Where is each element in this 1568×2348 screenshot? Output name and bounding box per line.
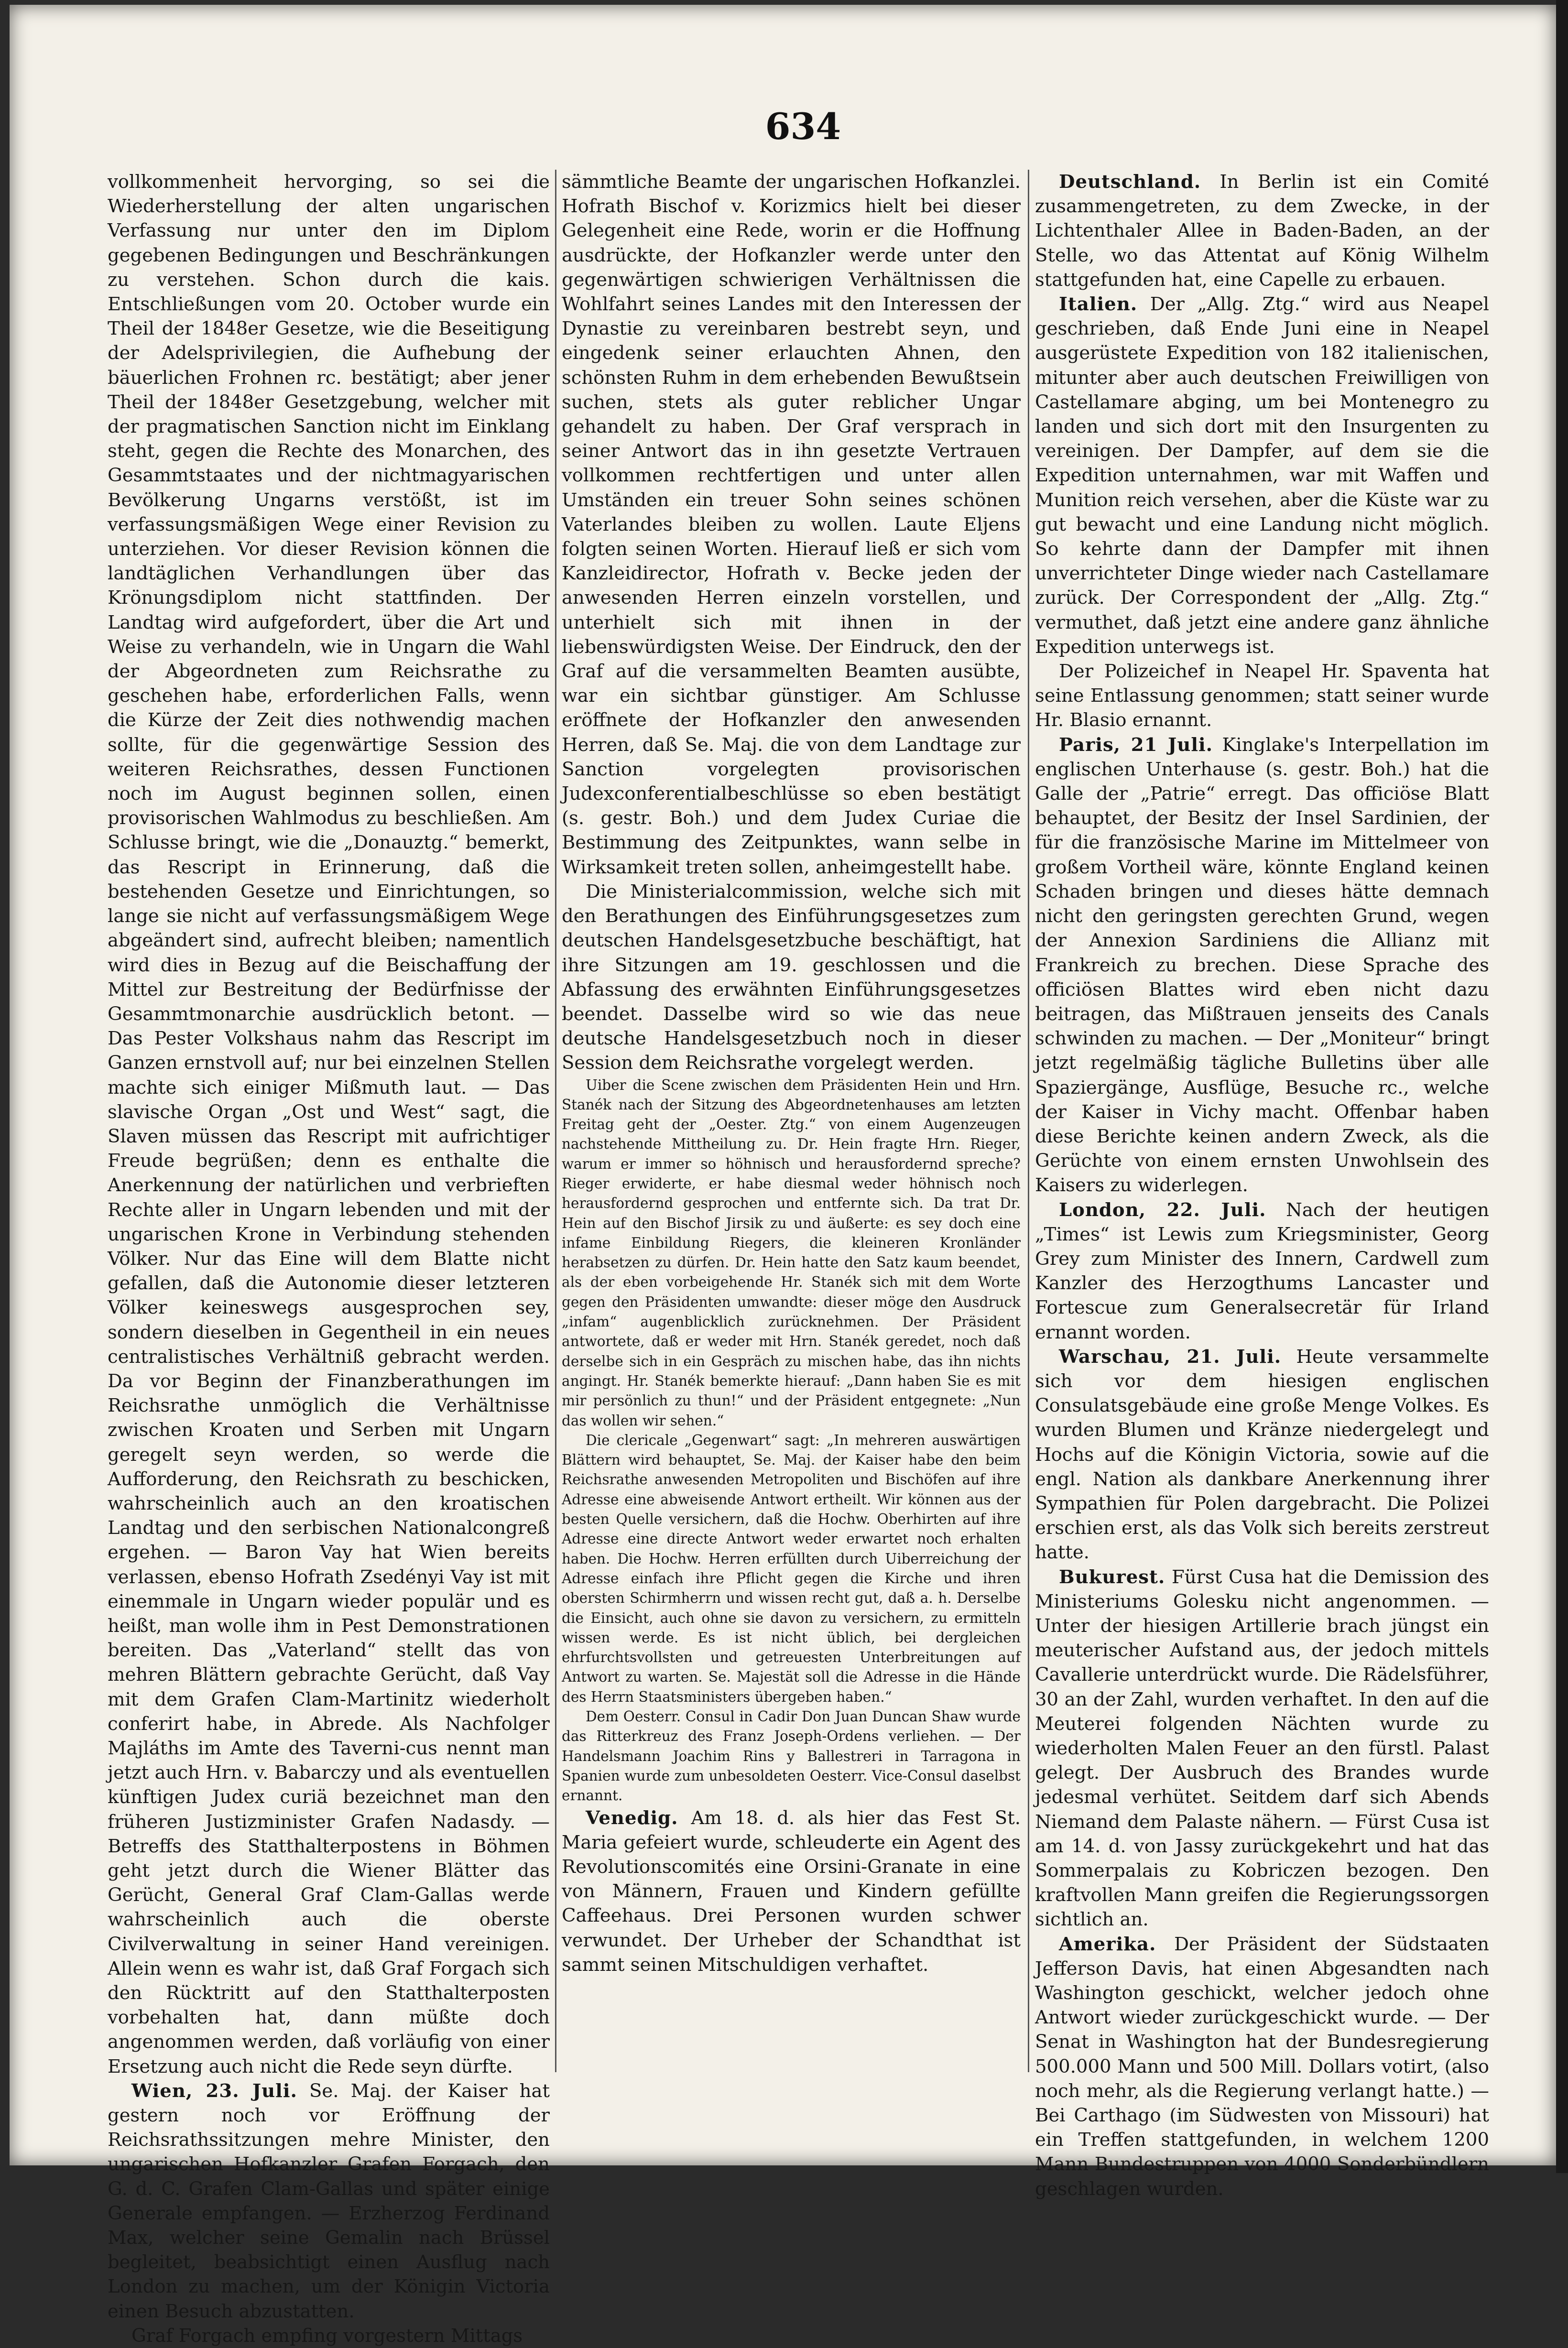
- article-bucharest: [1035, 1565, 1489, 1932]
- dateline: Deutschland.: [1059, 171, 1201, 193]
- article-text: Fürst Cusa hat die Demission des Ministeriums Golesku nicht angenommen. — Unter der hiesigen Artillerie brach jüngst ein meuterischer Aufstand aus, der jedoch mittels Cavallerie unterdrückt wurde. Die Rädelsführer, 30 an der Zahl, wurden verhaftet. In den auf die Meuterei folgenden Nächten wurde zu wiederholten Malen Feuer an den fürstl. Palast gelegt. Der Ausbruch des Brandes wurde jedesmal verhütet. Seitdem darf sich Abends Niemand dem Palaste nähern. — Fürst Cusa ist am 14. d. von Jassy zurückgekehrt und hat das Sommerpalais zu Kobriczen bezogen. Den kraftvollen Mann greifen die Regierungssorgen sichtlich an.: [1035, 1566, 1489, 1931]
- column-1: [108, 170, 550, 2347]
- article-paris: [1035, 733, 1489, 1198]
- article-text-small: Die clericale „Gegenwart“ sagt: „In mehreren auswärtigen Blättern wird behauptet, Se. Maj. der Kaiser habe den beim Reichsrathe anwesenden Metropoliten und Bischöfen auf ihre Adresse eine abweisende Antwort ertheilt. Wir können aus der besten Quelle versichern, daß die Hochw. Oberhirten auf ihre Adresse eine directe Antwort weder erwartet noch erhalten haben. Die Hochw. Herren erfüllten durch Uiberreichung der Adresse einfach ihre Pflicht gegen die Kirche und ihren obersten Schirmherrn und wissen recht gut, daß a. h. Derselbe die Einsicht, auch ohne sie davon zu versichern, zu ermitteln wissen werde. Es ist nicht üblich, bei dergleichen ehrfurchtsvollsten und getreuesten Unterbreitungen auf Antwort zu warten. Se. Majestät soll die Adresse in die Hände des Herrn Staatsministers übergeben haben.“: [562, 1432, 1021, 1705]
- article-london: [1035, 1198, 1489, 1345]
- dateline: Bukurest.: [1059, 1566, 1165, 1588]
- article-text: Der Polizeichef in Neapel Hr. Spaventa hat seine Entlassung genommen; statt seiner wurde Hr. Blasio ernannt.: [1035, 661, 1489, 731]
- dateline: Amerika.: [1059, 1933, 1156, 1955]
- column-2: [562, 170, 1021, 2082]
- dateline: Venedig.: [586, 1807, 678, 1829]
- column-rule-1: [555, 170, 556, 2072]
- article-vienna: [108, 2079, 550, 2324]
- article-text-small: Dem Oesterr. Consul in Cadir Don Juan Duncan Shaw wurde das Ritterkreuz des Franz Joseph-Ordens verliehen. — Der Handelsmann Joachim Rins y Ballestreri in Tarragona in Spanien wurde zum unbesoldeten Oesterr. Vice-Consul daselbst ernannt.: [562, 1708, 1021, 1804]
- article-text: In Berlin ist ein Comité zusammengetreten, zu dem Zwecke, in der Lichtenthaler Allee in Baden-Baden, an der Stelle, wo das Attentat auf König Wilhelm stattgefunden hat, eine Capelle zu erbauen.: [1035, 171, 1490, 291]
- page-number: 634: [765, 105, 841, 148]
- dateline: Italien.: [1059, 294, 1138, 315]
- scan-edge: [1556, 0, 1568, 2173]
- column-rule-2: [1028, 170, 1029, 2072]
- article-text: Kinglake's Interpellation im englischen Unterhause (s. gestr. Boh.) hat die Galle der „Patrie“ erregt. Das officiöse Blatt behauptet, der Besitz der Insel Sardinien, der für die französische Marine im Mittelmeer von großem Vortheil wäre, könnte England keinen Schaden bringen und dieses hätte demnach nicht den geringsten gerechten Grund, wegen der Annexion Sardiniens die Allianz mit Frankreich zu brechen. Diese Sprache des officiösen Blattes wird eben nicht dazu beitragen, das Mißtrauen jenseits des Canals schwinden zu machen. — Der „Moniteur“ bringt jetzt regelmäßig tägliche Bulletins über alle Spaziergänge, Ausflüge, Besuche rc., welche der Kaiser in Vichy macht. Offenbar haben diese Berichte keinen andern Zweck, als die Gerüchte von einem ernsten Unwohlsein des Kaisers zu widerlegen.: [1035, 734, 1489, 1196]
- article-warsaw: [1035, 1345, 1489, 1565]
- article-america: [1035, 1932, 1489, 2201]
- article-italy: [1035, 292, 1489, 659]
- article-text: Der „Allg. Ztg.“ wird aus Neapel geschrieben, daß Ende Juni eine in Neapel ausgerüstete Expedition von 182 italienischen, mitunter aber auch deutschen Freiwilligen von Castellamare abging, um bei Montenegro zu landen und sich dort mit den Insurgenten zu vereinigen. Der Dampfer, auf dem sie die Expedition unternahmen, war mit Waffen und Munition reich versehen, aber die Küste war zu gut bewacht und eine Landung nicht möglich. So kehrte dann der Dampfer mit ihnen unverrichteter Dinge wieder nach Castellamare zurück. Der Correspondent der „Allg. Ztg.“ vermuthet, daß jetzt eine andere ganz ähnliche Expedition unterwegs ist.: [1035, 294, 1489, 658]
- dateline: Wien, 23. Juli.: [131, 2080, 297, 2102]
- dateline: Warschau, 21. Juli.: [1059, 1346, 1282, 1368]
- article-text: Am 18. d. als hier das Fest St. Maria gefeiert wurde, schleuderte ein Agent des Revolutionscomités eine Orsini-Granate in eine von Männern, Frauen und Kindern gefüllte Caffeehaus. Drei Personen wurden schwer verwundet. Der Urheber der Schandthat ist sammt seinen Mitschuldigen verhaftet.: [562, 1807, 1021, 1976]
- article-text: Graf Forgach empfing vorgestern Mittags: [131, 2325, 523, 2347]
- article-text: Der Präsident der Südstaaten Jefferson Davis, hat einen Abgesandten nach Washington geschickt, welcher jedoch ohne Antwort wieder zurückgeschickt wurde. — Der Senat in Washington hat der Bundesregierung 500.000 Mann und 500 Mill. Dollars votirt, (also noch mehr, als die Regierung verlangt hatte.) — Bei Carthago (im Südwesten von Missouri) hat ein Treffen stattgefunden, in welchem 1200 Mann Bundestruppen von 4000 Sonderbündlern geschlagen wurden.: [1035, 1933, 1489, 2200]
- article-text: Heute versammelte sich vor dem hiesigen englischen Consulatsgebäude eine große Menge Volkes. Es wurden Blumen und Kränze niedergelegt und Hochs auf die Königin Victoria, sowie auf die engl. Nation als dankbare Anerkennung ihrer Sympathien für Polen dargebracht. Die Polizei erschien erst, als das Volk sich bereits zerstreut hatte.: [1035, 1346, 1490, 1564]
- column-3: [1035, 170, 1490, 2200]
- article-text: Nach der heutigen „Times“ ist Lewis zum Kriegsminister, Georg Grey zum Minister des Innern, Cardwell zum Kanzler des Herzogthums Lancaster und Fortescue zum Generalsecretär für Irland ernannt worden.: [1035, 1199, 1489, 1343]
- article-text-small: Uiber die Scene zwischen dem Präsidenten Hein und Hrn. Stanék nach der Sitzung des Abgeordnetenhauses am letzten Freitag geht der „Oester. Ztg.“ von einem Augenzeugen nachstehende Mittheilung zu. Dr. Hein fragte Hrn. Rieger, warum er immer so höhnisch und herausfordernd spreche? Rieger erwiderte, er habe diesmal weder höhnisch noch herausfordernd gesprochen und entfernte sich. Da trat Dr. Hein auf den Bischof Jirsik zu und äußerte: es sey doch eine infame Einbildung Riegers, die kleineren Kronländer herabsetzen zu dürfen. Dr. Hein hatte den Satz kaum beendet, als der eben vorbeigehende Hr. Stanék sich mit dem Worte gegen den Präsidenten umwandte: dieser möge den Ausdruck „infam“ augenblicklich zurücknehmen. Der Präsident antwortete, daß er weder mit Hrn. Stanék geredet, noch daß derselbe sich in ein Gespräch zu mischen habe, das ihn nichts angingt. Hr. Stanék bemerkte hierauf: „Dann haben Sie es mit mir persönlich zu thun!“ und der Präsident entgegnete: „Nun das wollen wir sehen.“: [562, 1076, 1021, 1429]
- dateline: London, 22. Juli.: [1059, 1199, 1266, 1221]
- article-text: sämmtliche Beamte der ungarischen Hofkanzlei. Hofrath Bischof v. Korizmics hielt bei dieser Gelegenheit eine Rede, worin er die Hoffnung ausdrückte, der Hofkanzler werde unter den gegenwärtigen schwierigen Verhältnissen die Wohlfahrt seines Landes mit den Interessen der Dynastie zu vereinbaren bestrebt seyn, und eingedenk seiner erlauchten Ahnen, den schönsten Ruhm in dem erhebenden Bewußtsein suchen, stets als guter reblicher Ungar gehandelt zu haben. Der Graf versprach in seiner Antwort das in ihn gesetzte Vertrauen vollkommen rechtfertigen und unter allen Umständen ein treuer Sohn seines schönen Vaterlandes bleiben zu wollen. Laute Eljens folgten seinen Worten. Hierauf ließ er sich vom Kanzleidirector, Hofrath v. Becke jeden der anwesenden Herren einzeln vorstellen, und unterhielt sich mit ihnen in der liebenswürdigsten Weise. Der Eindruck, den der Graf auf die versammelten Beamten ausübte, war ein sichtbar günstiger. Am Schlusse eröffnete der Hofkanzler den anwesenden Herren, daß Se. Maj. die von dem Landtage zur Sanction vorgelegten provisorischen Judexconferentialbeschlüsse so eben bestätigt (s. gestr. Boh.) und dem Judex Curiae die Bestimmung des Zeitpunktes, wann selbe in Wirksamkeit treten sollen, anheimgestellt habe.: [562, 171, 1021, 878]
- article-text: Die Ministerialcommission, welche sich mit den Berathungen des Einführungsgesetzes zum deutschen Handelsgesetzbuche beschäftigt, hat ihre Sitzungen am 19. geschlossen und die Abfassung des erwähnten Einführungsgesetzes beendet. Dasselbe wird so wie das neue deutsche Handelsgesetzbuch noch in dieser Session dem Reichsrathe vorgelegt werden.: [562, 880, 1021, 1074]
- dateline: Paris, 21 Juli.: [1059, 734, 1213, 756]
- article-text: vollkommenheit hervorging, so sei die Wiederherstellung der alten ungarischen Verfassung nur unter den im Diplom gegebenen Bedingungen und Beschränkungen zu verstehen. Schon durch die kais. Entschließungen vom 20. October wurde ein Theil der 1848er Gesetze, wie die Beseitigung der Adelsprivilegien, die Aufhebung der bäuerlichen Frohnen rc. bestätigt; aber jener Theil der 1848er Gesetzgebung, welcher mit der pragmatischen Sanction nicht im Einklang steht, gegen die Rechte des Monarchen, des Gesammtstaates und der nichtmagyarischen Bevölkerung Ungarns verstößt, ist im verfassungsmäßigen Wege einer Revision zu unterziehen. Vor dieser Revision können die landtäglichen Verhandlungen über das Krönungsdiplom nicht stattfinden. Der Landtag wird aufgefordert, über die Art und Weise zu verhandeln, wie in Ungarn die Wahl der Abgeordneten zum Reichsrathe zu geschehen habe, erforderlichen Falls, wenn die Kürze der Zeit dies nothwendig machen sollte, für die gegenwärtige Session des weiteren Reichsrathes, dessen Functionen noch im August beginnen sollen, einen provisorischen Wahlmodus zu beschließen. Am Schlusse bringt, wie die „Donauztg.“ bemerkt, das Rescript in Erinnerung, daß die bestehenden Gesetze und Einrichtungen, so lange sie nicht auf verfassungsmäßigem Wege abgeändert sind, aufrecht bleiben; namentlich wird dies in Bezug auf die Beischaffung der Mittel zur Bestreitung der Bedürfnisse der Gesammtmonarchie ausdrücklich betont. — Das Pester Volkshaus nahm das Rescript im Ganzen ernstvoll auf; nur bei einzelnen Stellen machte sich einiger Mißmuth laut. — Das slavische Organ „Ost und West“ sagt, die Slaven müssen das Rescript mit aufrichtiger Freude begrüßen; denn es enthalte die Anerkennung der natürlichen und verbrieften Rechte aller in Ungarn lebenden und mit der ungarischen Krone in Verbindung stehenden Völker. Nur das Eine will dem Blatte nicht gefallen, daß die Autonomie dieser letzteren Völker keineswegs ausgesprochen sey, sondern dieselben in Gegentheil in ein neues centralistisches Verhältniß gebracht werden. Da vor Beginn der Finanzberathungen im Reichsrathe unmöglich die Verhältnisse zwischen Kroaten und Serben mit Ungarn geregelt seyn werden, so werde die Aufforderung, den Reichsrath zu beschicken, wahrscheinlich auch an den kroatischen Landtag und den serbischen Nationalcongreß ergehen. — Baron Vay hat Wien bereits verlassen, ebenso Hofrath Zsedényi Vay ist mit einemmale in Ungarn wieder populär und es heißt, man wolle ihm in Pest Demonstrationen bereiten. Das „Vaterland“ stellt das von mehren Blättern gebrachte Gerücht, daß Vay mit dem Grafen Clam-Martinitz wiederholt conferirt habe, in Abrede. Als Nachfolger Majláths im Amte des Taverni-cus nennt man jetzt auch Hrn. v. Babarczy und als eventuellen künftigen Judex curiä bezeichnet man den früheren Justizminister Grafen Nadasdy. — Betreffs des Statthalterpostens in Böhmen geht jetzt durch die Wiener Blätter das Gerücht, General Graf Clam-Gallas werde wahrscheinlich auch die oberste Civilverwaltung in seiner Hand vereinigen. Allein wenn es wahr ist, daß Graf Forgach sich den Rücktritt auf den Statthalterposten vorbehalten hat, dann müßte doch angenommen werden, daß vorläufig von einer Ersetzung auch nicht die Rede seyn dürfte.: [108, 171, 550, 2077]
- article-text: Se. Maj. der Kaiser hat gestern noch vor Eröffnung der Reichsrathssitzungen mehre Minister, den ungarischen Hofkanzler Grafen Forgach, den G. d. C. Grafen Clam-Gallas und später einige Generale empfangen. — Erzherzog Ferdinand Max, welcher seine Gemalin nach Brüssel begleitet, beabsichtigt einen Ausflug nach London zu machen, um der Königin Victoria einen Besuch abzustatten.: [108, 2080, 550, 2322]
- article-germany: [1035, 170, 1489, 292]
- article-venice: [562, 1806, 1021, 1977]
